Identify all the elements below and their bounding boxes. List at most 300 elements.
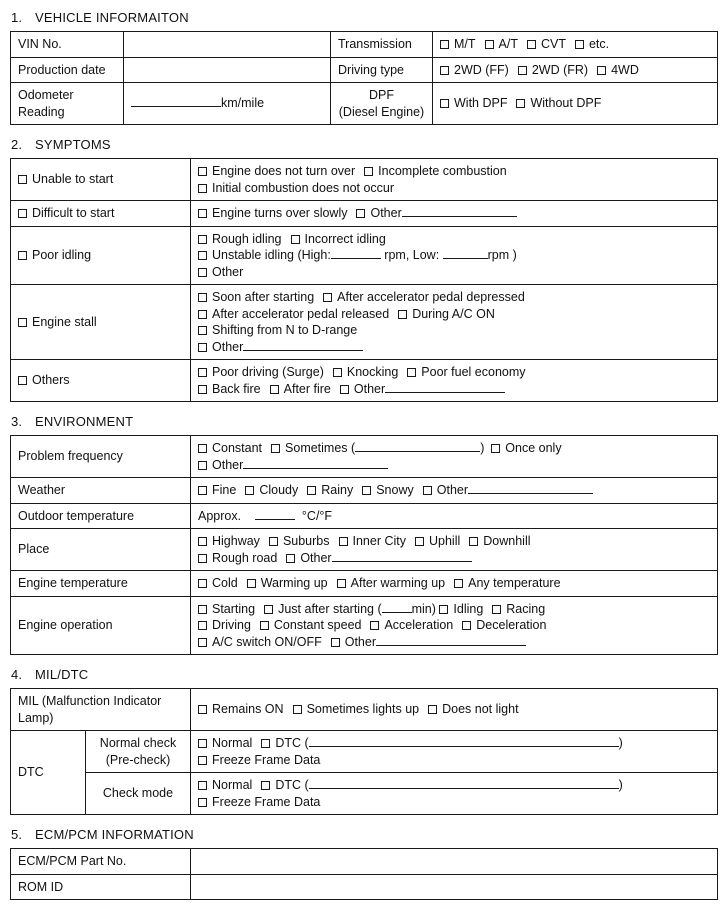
checkbox-option[interactable] xyxy=(198,618,251,632)
fill-in-blank[interactable] xyxy=(468,482,593,494)
checkbox-icon[interactable] xyxy=(198,326,207,335)
checkbox-option[interactable] xyxy=(398,307,495,321)
checkbox-label: Deceleration xyxy=(476,618,547,632)
form-line xyxy=(198,533,710,550)
table-row xyxy=(11,360,718,402)
symptom-others xyxy=(11,360,191,402)
checkbox-label: Rough idling xyxy=(212,231,282,246)
checkbox-icon[interactable] xyxy=(439,605,448,614)
static-text: Place xyxy=(18,542,50,557)
form-line xyxy=(440,62,710,79)
dtc-check-mode-options xyxy=(191,773,718,815)
checkbox-icon[interactable] xyxy=(198,621,207,630)
checkbox-option[interactable] xyxy=(245,483,298,497)
static-text: Production date xyxy=(18,62,106,77)
checkbox-icon[interactable] xyxy=(198,705,207,714)
checkbox-icon[interactable] xyxy=(247,579,256,588)
checkbox-option[interactable] xyxy=(518,63,588,77)
checkbox-label: Other xyxy=(212,457,244,472)
checkbox-option[interactable] xyxy=(198,778,252,792)
static-text: ROM ID xyxy=(18,879,64,894)
checkbox-option[interactable] xyxy=(491,441,561,455)
checkbox-label: Cloudy xyxy=(259,483,299,497)
form-line xyxy=(198,247,710,264)
form-line xyxy=(338,104,425,121)
table-row xyxy=(11,874,718,900)
form-line xyxy=(198,205,710,222)
checkbox-icon[interactable] xyxy=(245,486,254,495)
dtc-label xyxy=(11,731,86,815)
checkbox-icon[interactable] xyxy=(198,461,207,470)
checkbox-label: Sometimes ( xyxy=(285,441,356,455)
checkbox-icon[interactable] xyxy=(260,621,269,630)
checkbox-icon[interactable] xyxy=(198,486,207,495)
section-header-environment xyxy=(11,414,717,430)
checkbox-label: Other xyxy=(344,634,376,649)
checkbox-label: Driving xyxy=(212,618,251,632)
form-line xyxy=(198,289,710,306)
dpf-options xyxy=(433,83,718,125)
checkbox-option[interactable] xyxy=(364,164,507,178)
fill-in-blank[interactable] xyxy=(376,634,526,646)
checkbox-option[interactable] xyxy=(247,576,328,590)
form-line xyxy=(93,752,183,769)
checkbox-icon[interactable] xyxy=(261,781,270,790)
table-row xyxy=(11,503,718,529)
checkbox-label: Incorrect idling xyxy=(304,231,386,246)
checkbox-icon[interactable] xyxy=(198,554,207,563)
static-text: Odometer xyxy=(18,88,74,102)
checkbox-option[interactable] xyxy=(307,483,353,497)
vin-no-value[interactable] xyxy=(124,32,331,58)
checkbox-icon[interactable] xyxy=(198,781,207,790)
checkbox-icon[interactable] xyxy=(198,605,207,614)
fill-in-blank[interactable] xyxy=(309,735,619,747)
checkbox-option[interactable] xyxy=(18,172,113,186)
checkbox-option[interactable] xyxy=(261,778,308,792)
checkbox-option[interactable] xyxy=(198,248,331,262)
ecm-pcm-part-no-label xyxy=(11,849,191,875)
ecm-pcm-part-no-value[interactable] xyxy=(191,849,718,875)
poor-idling-options xyxy=(191,226,718,285)
checkbox-icon[interactable] xyxy=(333,368,342,377)
rom-id-value[interactable] xyxy=(191,874,718,900)
checkbox-icon[interactable] xyxy=(340,385,349,394)
engine-operation-options xyxy=(191,596,718,655)
static-text: °C/°F xyxy=(294,508,333,523)
checkbox-option[interactable] xyxy=(331,635,376,649)
checkbox-icon[interactable] xyxy=(469,537,478,546)
checkbox-option[interactable] xyxy=(356,206,401,220)
form-line xyxy=(18,314,183,331)
section-vehicle-information xyxy=(10,10,717,125)
checkbox-label: A/T xyxy=(498,37,518,51)
checkbox-icon[interactable] xyxy=(440,40,449,49)
static-text: (Diesel Engine) xyxy=(338,104,425,119)
checkbox-option[interactable] xyxy=(516,96,601,110)
section-symptoms xyxy=(10,137,717,402)
checkbox-label: Back fire xyxy=(212,381,261,396)
static-text: Weather xyxy=(18,483,66,497)
checkbox-option[interactable] xyxy=(198,382,261,396)
checkbox-icon[interactable] xyxy=(18,175,27,184)
odometer-reading-value[interactable] xyxy=(124,83,331,125)
static-text: Problem frequency xyxy=(18,449,123,464)
checkbox-icon[interactable] xyxy=(261,739,270,748)
checkbox-label: Remains ON xyxy=(212,702,284,717)
form-line xyxy=(198,777,710,794)
checkbox-option[interactable] xyxy=(18,248,91,262)
checkbox-option[interactable] xyxy=(198,265,243,279)
section-environment xyxy=(10,414,717,655)
checkbox-option[interactable] xyxy=(597,63,639,77)
checkbox-option[interactable] xyxy=(423,483,468,497)
checkbox-option[interactable] xyxy=(198,340,243,354)
checkbox-option[interactable] xyxy=(269,534,330,548)
checkbox-icon[interactable] xyxy=(407,368,416,377)
checkbox-option[interactable] xyxy=(198,164,355,178)
checkbox-icon[interactable] xyxy=(491,444,500,453)
checkbox-option[interactable] xyxy=(469,534,530,548)
static-text: Driving type xyxy=(338,62,404,77)
checkbox-option[interactable] xyxy=(198,602,255,616)
checkbox-label: Constant speed xyxy=(273,618,362,632)
section-header-mil-dtc xyxy=(11,667,717,683)
checkbox-label: Normal xyxy=(212,736,253,750)
form-line xyxy=(18,853,183,870)
checkbox-option[interactable] xyxy=(198,458,243,472)
static-text: (Pre-check) xyxy=(105,752,171,767)
checkbox-icon[interactable] xyxy=(198,293,207,302)
table-row xyxy=(11,529,718,571)
form-line xyxy=(18,617,183,634)
checkbox-icon[interactable] xyxy=(18,318,27,327)
checkbox-label: Engine turns over slowly xyxy=(212,206,348,220)
static-text: Outdoor temperature xyxy=(18,508,135,523)
form-line xyxy=(198,440,710,457)
checkbox-icon[interactable] xyxy=(198,579,207,588)
form-line xyxy=(198,163,710,180)
section-header-symptoms xyxy=(11,137,717,153)
table-row xyxy=(11,436,718,478)
checkbox-option[interactable] xyxy=(18,206,114,220)
form-line xyxy=(198,264,710,281)
checkbox-option[interactable] xyxy=(198,753,320,767)
fill-in-blank[interactable] xyxy=(331,247,381,259)
form-line xyxy=(18,482,183,499)
checkbox-option[interactable] xyxy=(260,618,362,632)
static-text: VIN No. xyxy=(18,37,62,51)
form-line xyxy=(338,36,425,53)
checkbox-label: Difficult to start xyxy=(32,206,115,220)
ecm-pcm-information-table xyxy=(10,848,718,900)
fill-in-blank[interactable] xyxy=(332,550,472,562)
checkbox-option[interactable] xyxy=(264,602,382,616)
checkbox-option[interactable] xyxy=(428,702,518,716)
checkbox-label: Idling xyxy=(453,601,484,616)
checkbox-icon[interactable] xyxy=(339,537,348,546)
static-text: Check mode xyxy=(102,786,174,801)
checkbox-label: Other xyxy=(436,483,469,497)
engine-operation-label xyxy=(11,596,191,655)
checkbox-option[interactable] xyxy=(440,96,507,110)
checkbox-icon[interactable] xyxy=(597,66,606,75)
table-row xyxy=(11,849,718,875)
checkbox-icon[interactable] xyxy=(462,621,471,630)
checkbox-label: M/T xyxy=(454,37,476,51)
checkbox-icon[interactable] xyxy=(423,486,432,495)
checkbox-label: Fine xyxy=(212,483,237,497)
checkbox-icon[interactable] xyxy=(264,605,273,614)
checkbox-option[interactable] xyxy=(485,37,518,51)
checkbox-icon[interactable] xyxy=(307,486,316,495)
static-text: rpm, Low: xyxy=(380,248,443,262)
table-row xyxy=(11,731,718,773)
form-line xyxy=(18,104,116,121)
fill-in-blank[interactable] xyxy=(243,339,363,351)
checkbox-icon[interactable] xyxy=(337,579,346,588)
symptom-poor-idling xyxy=(11,226,191,285)
checkbox-label: Uphill xyxy=(429,534,461,548)
checkbox-icon[interactable] xyxy=(356,209,365,218)
static-text: Engine operation xyxy=(18,618,113,632)
checkbox-label: Any temperature xyxy=(468,576,561,590)
checkbox-option[interactable] xyxy=(462,618,546,632)
checkbox-option[interactable] xyxy=(440,37,476,51)
checkbox-option[interactable] xyxy=(198,635,322,649)
vehicle-information-table xyxy=(10,31,718,125)
fill-in-blank[interactable] xyxy=(385,381,505,393)
checkbox-icon[interactable] xyxy=(269,537,278,546)
checkbox-label: Poor fuel economy xyxy=(421,365,526,379)
difficult-to-start-options xyxy=(191,201,718,227)
checkbox-icon[interactable] xyxy=(198,184,207,193)
checkbox-label: Other xyxy=(300,550,332,565)
form-line xyxy=(18,171,183,188)
checkbox-icon[interactable] xyxy=(364,167,373,176)
checkbox-option[interactable] xyxy=(337,576,445,590)
static-text: min) xyxy=(411,601,440,616)
checkbox-icon[interactable] xyxy=(198,235,207,244)
checkbox-label: Poor idling xyxy=(32,248,92,262)
form-line xyxy=(18,36,116,53)
checkbox-option[interactable] xyxy=(339,534,407,548)
checkbox-option[interactable] xyxy=(198,206,347,220)
form-line xyxy=(198,617,710,634)
fill-in-blank[interactable] xyxy=(355,440,480,452)
checkbox-icon[interactable] xyxy=(454,579,463,588)
fill-in-blank[interactable] xyxy=(309,777,619,789)
form-line xyxy=(198,601,710,618)
checkbox-label: Engine stall xyxy=(32,314,97,329)
checkbox-label: DTC ( xyxy=(275,778,309,792)
transmission-label xyxy=(331,32,433,58)
fill-in-blank[interactable] xyxy=(131,95,221,107)
checkbox-icon[interactable] xyxy=(527,40,536,49)
section-number: 4. xyxy=(11,667,23,682)
static-text: Reading xyxy=(18,104,65,119)
table-row xyxy=(11,285,718,360)
fill-in-blank[interactable] xyxy=(443,247,488,259)
production-date-value[interactable] xyxy=(124,57,331,83)
form-line xyxy=(440,36,710,53)
checkbox-icon[interactable] xyxy=(198,251,207,260)
checkbox-option[interactable] xyxy=(271,441,355,455)
form-line xyxy=(198,457,710,474)
checkbox-icon[interactable] xyxy=(370,621,379,630)
checkbox-option[interactable] xyxy=(18,315,97,329)
fill-in-blank[interactable] xyxy=(402,205,517,217)
checkbox-option[interactable] xyxy=(198,702,284,716)
checkbox-icon[interactable] xyxy=(198,756,207,765)
checkbox-icon[interactable] xyxy=(440,99,449,108)
fill-in-blank[interactable] xyxy=(243,457,388,469)
checkbox-option[interactable] xyxy=(198,795,320,809)
static-text: Transmission xyxy=(338,37,412,51)
form-line xyxy=(93,785,183,802)
form-line xyxy=(198,482,710,499)
checkbox-icon[interactable] xyxy=(198,385,207,394)
checkbox-icon[interactable] xyxy=(415,537,424,546)
checkbox-label: Freeze Frame Data xyxy=(212,794,321,809)
checkbox-option[interactable] xyxy=(198,307,389,321)
checkbox-option[interactable] xyxy=(362,483,414,497)
checkbox-option[interactable] xyxy=(18,373,70,387)
checkbox-option[interactable] xyxy=(198,290,314,304)
checkbox-option[interactable] xyxy=(198,534,260,548)
production-date-label xyxy=(11,57,124,83)
checkbox-option[interactable] xyxy=(527,37,566,51)
checkbox-option[interactable] xyxy=(198,483,236,497)
table-row xyxy=(11,571,718,597)
form-line xyxy=(131,95,323,112)
checkbox-icon[interactable] xyxy=(198,268,207,277)
checkbox-icon[interactable] xyxy=(198,310,207,319)
checkbox-label: 2WD (FR) xyxy=(531,62,589,77)
form-line xyxy=(198,231,710,248)
checkbox-option[interactable] xyxy=(198,441,262,455)
form-line xyxy=(198,339,710,356)
checkbox-icon[interactable] xyxy=(293,705,302,714)
checkbox-label: Rainy xyxy=(321,483,354,497)
checkbox-icon[interactable] xyxy=(198,167,207,176)
checkbox-option[interactable] xyxy=(370,618,453,632)
checkbox-label: Suburbs xyxy=(282,534,330,548)
table-row xyxy=(11,159,718,201)
checkbox-icon[interactable] xyxy=(18,251,27,260)
checkbox-option[interactable] xyxy=(323,290,525,304)
driving-type-label xyxy=(331,57,433,83)
checkbox-option[interactable] xyxy=(198,551,277,565)
checkbox-icon[interactable] xyxy=(398,310,407,319)
form-line xyxy=(198,794,710,811)
checkbox-option[interactable] xyxy=(261,736,308,750)
checkbox-label: DTC ( xyxy=(275,736,309,750)
checkbox-icon[interactable] xyxy=(271,444,280,453)
section-title: SYMPTOMS xyxy=(35,137,111,152)
checkbox-icon[interactable] xyxy=(492,605,501,614)
checkbox-label: Just after starting ( xyxy=(278,601,382,616)
table-row xyxy=(11,689,718,731)
checkbox-icon[interactable] xyxy=(518,66,527,75)
checkbox-option[interactable] xyxy=(333,365,398,379)
fill-in-blank[interactable] xyxy=(382,601,412,613)
table-row xyxy=(11,201,718,227)
checkbox-icon[interactable] xyxy=(198,537,207,546)
checkbox-icon[interactable] xyxy=(286,554,295,563)
checkbox-option[interactable] xyxy=(198,232,282,246)
checkbox-option[interactable] xyxy=(198,323,357,337)
checkbox-icon[interactable] xyxy=(198,444,207,453)
checkbox-option[interactable] xyxy=(198,736,252,750)
checkbox-label: During A/C ON xyxy=(412,306,495,321)
checkbox-option[interactable] xyxy=(440,63,509,77)
checkbox-option[interactable] xyxy=(291,232,386,246)
checkbox-icon[interactable] xyxy=(485,40,494,49)
checkbox-icon[interactable] xyxy=(575,40,584,49)
fill-in-blank[interactable] xyxy=(255,508,295,520)
checkbox-option[interactable] xyxy=(439,602,483,616)
checkbox-icon[interactable] xyxy=(198,638,207,647)
checkbox-option[interactable] xyxy=(407,365,525,379)
checkbox-icon[interactable] xyxy=(198,343,207,352)
checkbox-option[interactable] xyxy=(293,702,420,716)
checkbox-icon[interactable] xyxy=(323,293,332,302)
checkbox-option[interactable] xyxy=(286,551,331,565)
form-line xyxy=(18,87,116,104)
checkbox-label: Soon after starting xyxy=(212,290,315,304)
checkbox-option[interactable] xyxy=(198,576,238,590)
checkbox-label: Starting xyxy=(212,601,256,616)
checkbox-label: Other xyxy=(353,381,386,396)
checkbox-icon[interactable] xyxy=(198,798,207,807)
checkbox-option[interactable] xyxy=(198,181,394,195)
checkbox-label: Engine does not turn over xyxy=(212,164,356,178)
checkbox-icon[interactable] xyxy=(428,705,437,714)
checkbox-icon[interactable] xyxy=(362,486,371,495)
checkbox-icon[interactable] xyxy=(516,99,525,108)
static-text: Approx. xyxy=(198,508,255,523)
checkbox-option[interactable] xyxy=(575,37,609,51)
checkbox-icon[interactable] xyxy=(18,209,27,218)
form-line xyxy=(198,306,710,323)
form-line xyxy=(18,508,183,525)
checkbox-icon[interactable] xyxy=(331,638,340,647)
static-text: DPF xyxy=(369,88,394,102)
checkbox-option[interactable] xyxy=(198,365,324,379)
checkbox-icon[interactable] xyxy=(18,376,27,385)
checkbox-icon[interactable] xyxy=(198,209,207,218)
form-line xyxy=(338,87,425,104)
checkbox-icon[interactable] xyxy=(291,235,300,244)
checkbox-icon[interactable] xyxy=(270,385,279,394)
checkbox-option[interactable] xyxy=(454,576,560,590)
checkbox-label: Cold xyxy=(212,576,238,590)
checkbox-icon[interactable] xyxy=(198,368,207,377)
form-line xyxy=(198,575,710,592)
environment-table xyxy=(10,435,718,655)
static-text: ) xyxy=(618,778,623,792)
checkbox-icon[interactable] xyxy=(198,739,207,748)
checkbox-option[interactable] xyxy=(492,602,545,616)
checkbox-label: Once only xyxy=(505,441,562,455)
checkbox-option[interactable] xyxy=(270,382,331,396)
checkbox-option[interactable] xyxy=(415,534,460,548)
symptom-difficult-to-start xyxy=(11,201,191,227)
checkbox-option[interactable] xyxy=(340,382,385,396)
checkbox-icon[interactable] xyxy=(440,66,449,75)
form-line xyxy=(338,62,425,79)
